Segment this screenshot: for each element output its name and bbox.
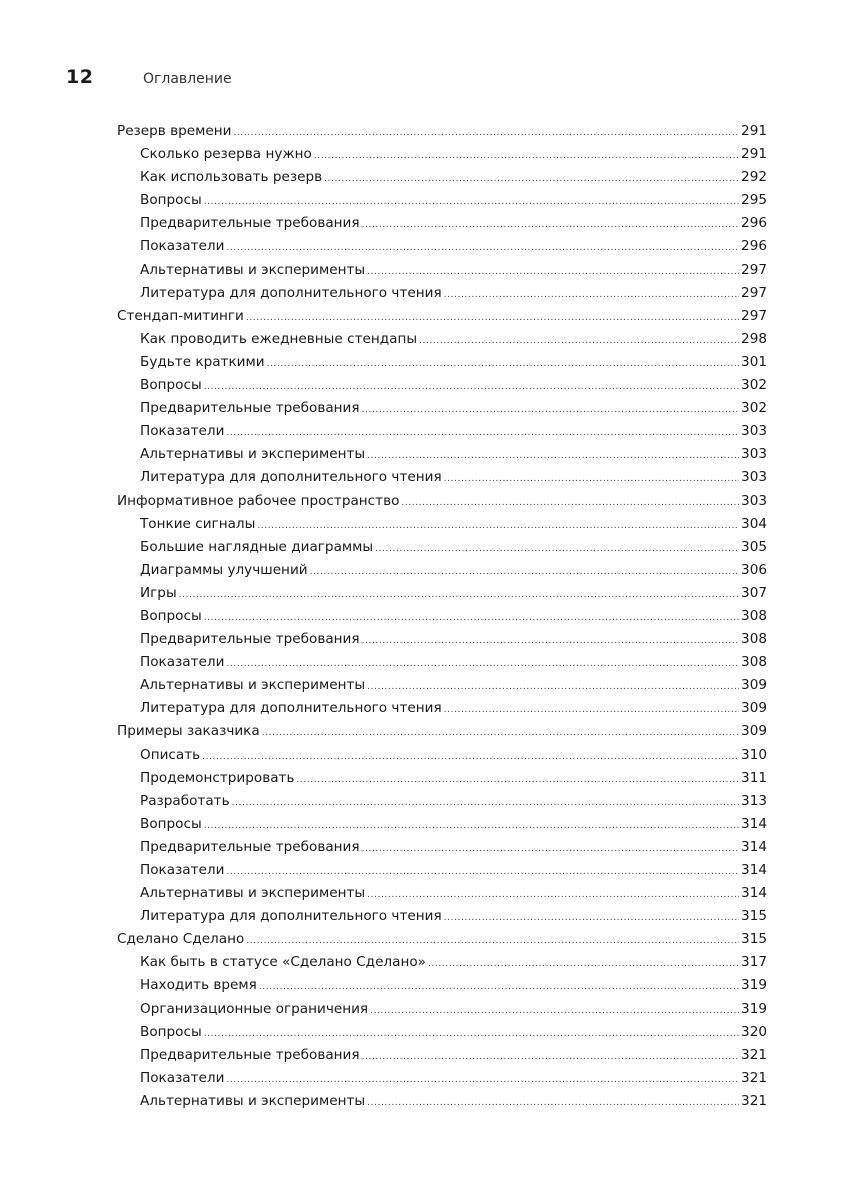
toc-entry xyxy=(117,651,767,674)
toc-entry-title: Показатели xyxy=(140,862,225,878)
toc-entry-page: 292 xyxy=(741,169,767,186)
toc-entry xyxy=(117,420,767,443)
dot-leader xyxy=(204,815,739,836)
dot-leader xyxy=(444,284,739,305)
toc-entry xyxy=(117,143,767,166)
toc-entry xyxy=(117,974,767,997)
toc-entry-title: Альтернативы и эксперименты xyxy=(140,677,366,694)
toc-entry-title: Большие наглядные диаграммы xyxy=(140,538,374,555)
toc-entry-page: 302 xyxy=(741,400,767,417)
toc-entry-title: Вопросы xyxy=(140,607,202,624)
toc-entry-title: Примеры заказчика xyxy=(117,723,260,740)
toc-entry-page: 309 xyxy=(741,677,767,694)
dot-leader xyxy=(267,353,739,374)
dot-leader xyxy=(179,584,739,605)
dot-leader xyxy=(226,1069,739,1090)
toc-entry-page: 314 xyxy=(741,815,767,832)
dot-leader xyxy=(401,492,739,513)
toc-entry-page: 314 xyxy=(741,862,767,878)
toc-entry xyxy=(117,928,767,951)
toc-entry-title: Сделано Сделано xyxy=(117,931,245,948)
toc-entry-page: 297 xyxy=(741,307,767,324)
dot-leader xyxy=(362,1046,739,1067)
toc-entry-page: 319 xyxy=(741,977,767,994)
dot-leader xyxy=(375,538,739,559)
dot-leader xyxy=(204,376,739,397)
toc-entry xyxy=(117,951,767,974)
dot-leader xyxy=(314,145,739,166)
dot-leader xyxy=(204,191,739,212)
toc-entry-title: Сколько резерва нужно xyxy=(140,146,312,163)
toc-entry xyxy=(117,1090,767,1113)
dot-leader xyxy=(246,930,739,951)
dot-leader xyxy=(367,884,739,905)
toc-entry-page: 308 xyxy=(741,631,767,648)
toc-entry xyxy=(117,813,767,836)
toc-entry xyxy=(117,1044,767,1067)
toc-entry-title: Предварительные требования xyxy=(140,215,360,232)
toc-entry-page: 303 xyxy=(741,423,767,440)
toc-entry-page: 308 xyxy=(741,654,767,671)
toc-entry xyxy=(117,351,767,374)
toc-entry-title: Как использовать резерв xyxy=(140,169,323,186)
toc-entry-page: 315 xyxy=(741,931,767,948)
toc-entry xyxy=(117,305,767,328)
toc-entry-page: 321 xyxy=(741,1069,767,1086)
dot-leader xyxy=(204,1023,739,1044)
dot-leader xyxy=(444,907,739,928)
toc-entry xyxy=(117,259,767,282)
toc-entry xyxy=(117,189,767,212)
toc-entry-title: Как быть в статусе «Сделано Сделано» xyxy=(140,954,426,971)
dot-leader xyxy=(362,399,739,420)
dot-leader xyxy=(296,769,739,790)
running-header xyxy=(66,66,232,88)
dot-leader xyxy=(226,422,739,443)
toc-entry xyxy=(117,582,767,605)
toc-entry xyxy=(117,235,767,258)
toc-entry-page: 302 xyxy=(741,377,767,394)
toc-entry-page: 317 xyxy=(741,954,767,971)
dot-leader xyxy=(444,699,739,720)
toc-entry xyxy=(117,1067,767,1090)
toc-entry-title: Находить время xyxy=(140,977,257,994)
toc-entry-page: 309 xyxy=(741,700,767,717)
toc-entry-page: 303 xyxy=(741,469,767,486)
dot-leader xyxy=(257,515,739,536)
toc-entry-page: 295 xyxy=(741,192,767,209)
toc-entry xyxy=(117,605,767,628)
toc-entry-title: Предварительные требования xyxy=(140,838,360,855)
toc-entry xyxy=(117,443,767,466)
toc-entry-title: Предварительные требования xyxy=(140,631,360,648)
running-title: Оглавление xyxy=(143,71,232,87)
toc-entry-page: 307 xyxy=(741,584,767,601)
toc-entry-page: 315 xyxy=(741,908,767,925)
dot-leader xyxy=(367,1092,739,1113)
toc-entry-page: 298 xyxy=(741,330,767,347)
toc-entry-page: 321 xyxy=(741,1046,767,1063)
toc-entry xyxy=(117,328,767,351)
toc-entry-page: 320 xyxy=(741,1023,767,1040)
toc-entry-title: Разработать xyxy=(140,792,230,809)
toc-entry-page: 291 xyxy=(741,123,767,139)
toc-entry-title: Литература для дополнительного чтения xyxy=(140,700,442,717)
toc-entry-page: 314 xyxy=(741,885,767,902)
page-number: 12 xyxy=(66,66,94,88)
toc-entry-title: Продемонстрировать xyxy=(140,769,295,786)
dot-leader xyxy=(428,953,739,974)
dot-leader xyxy=(226,653,739,674)
toc-entry-page: 297 xyxy=(741,261,767,278)
toc-entry-title: Как проводить ежедневные стендапы xyxy=(140,330,418,347)
toc-entry-page: 311 xyxy=(741,769,767,786)
dot-leader xyxy=(226,861,739,882)
toc-entry xyxy=(117,836,767,859)
toc-entry-title: Организационные ограничения xyxy=(140,1000,369,1017)
dot-leader xyxy=(204,607,739,628)
dot-leader xyxy=(233,122,739,143)
dot-leader xyxy=(324,168,739,189)
toc-entry-title: Показатели xyxy=(140,423,225,440)
toc-entry-title: Будьте краткими xyxy=(140,353,265,370)
dot-leader xyxy=(367,261,739,282)
toc-entry-title: Описать xyxy=(140,746,201,763)
toc-entry-page: 310 xyxy=(741,746,767,763)
toc-entry xyxy=(117,859,767,882)
toc-entry xyxy=(117,559,767,582)
toc-entry-title: Стендап-митинги xyxy=(117,307,244,324)
toc-entry xyxy=(117,374,767,397)
toc-entry xyxy=(117,882,767,905)
dot-leader xyxy=(362,630,739,651)
toc-entry xyxy=(117,744,767,767)
toc-entry xyxy=(117,282,767,305)
toc-entry-title: Литература для дополнительного чтения xyxy=(140,469,442,486)
toc-entry-page: 303 xyxy=(741,446,767,463)
toc-entry-title: Литература для дополнительного чтения xyxy=(140,908,442,925)
toc-entry-title: Предварительные требования xyxy=(140,400,360,417)
toc-entry xyxy=(117,212,767,235)
dot-leader xyxy=(246,307,739,328)
toc-entry-page: 319 xyxy=(741,1000,767,1017)
dot-leader xyxy=(310,561,739,582)
toc-entry xyxy=(117,397,767,420)
toc-entry xyxy=(117,790,767,813)
toc-entry-page: 305 xyxy=(741,538,767,555)
toc-entry xyxy=(117,720,767,743)
table-of-contents xyxy=(117,120,767,1113)
toc-entry-title: Альтернативы и эксперименты xyxy=(140,261,366,278)
toc-entry-title: Вопросы xyxy=(140,377,202,394)
dot-leader xyxy=(202,746,739,767)
toc-entry xyxy=(117,905,767,928)
toc-entry xyxy=(117,166,767,189)
toc-entry-title: Вопросы xyxy=(140,1023,202,1040)
toc-entry xyxy=(117,1021,767,1044)
toc-entry-title: Информативное рабочее пространство xyxy=(117,492,400,509)
toc-entry xyxy=(117,674,767,697)
dot-leader xyxy=(259,976,739,997)
toc-entry-title: Показатели xyxy=(140,654,225,671)
toc-entry-title: Альтернативы и эксперименты xyxy=(140,1092,366,1109)
toc-entry-page: 304 xyxy=(741,515,767,532)
toc-entry xyxy=(117,490,767,513)
toc-entry xyxy=(117,998,767,1021)
toc-entry-title: Игры xyxy=(140,584,177,601)
toc-entry-title: Тонкие сигналы xyxy=(140,515,256,532)
toc-entry-page: 306 xyxy=(741,561,767,578)
toc-entry-title: Вопросы xyxy=(140,192,202,209)
dot-leader xyxy=(444,468,739,489)
toc-entry xyxy=(117,513,767,536)
toc-entry-page: 309 xyxy=(741,723,767,740)
dot-leader xyxy=(232,792,739,813)
toc-entry-page: 313 xyxy=(741,792,767,809)
dot-leader xyxy=(362,838,739,859)
toc-entry-page: 291 xyxy=(741,146,767,163)
toc-entry-title: Показатели xyxy=(140,1069,225,1086)
dot-leader xyxy=(362,214,739,235)
dot-leader xyxy=(370,1000,739,1021)
toc-entry xyxy=(117,120,767,143)
toc-entry-page: 296 xyxy=(741,215,767,232)
dot-leader xyxy=(226,237,739,258)
dot-leader xyxy=(419,330,739,351)
toc-entry-title: Литература для дополнительного чтения xyxy=(140,284,442,301)
toc-entry-title: Резерв времени xyxy=(117,123,232,139)
toc-entry-page: 297 xyxy=(741,284,767,301)
toc-entry-title: Вопросы xyxy=(140,815,202,832)
toc-entry-title: Показатели xyxy=(140,238,225,255)
toc-entry xyxy=(117,697,767,720)
dot-leader xyxy=(367,445,739,466)
toc-entry-page: 321 xyxy=(741,1092,767,1109)
toc-entry-page: 296 xyxy=(741,238,767,255)
toc-entry xyxy=(117,536,767,559)
toc-entry-title: Предварительные требования xyxy=(140,1046,360,1063)
toc-entry-title: Альтернативы и эксперименты xyxy=(140,885,366,902)
dot-leader xyxy=(262,722,739,743)
toc-entry-page: 314 xyxy=(741,838,767,855)
toc-entry xyxy=(117,767,767,790)
toc-entry-page: 301 xyxy=(741,353,767,370)
toc-entry-title: Альтернативы и эксперименты xyxy=(140,446,366,463)
toc-entry-title: Диаграммы улучшений xyxy=(140,561,308,578)
toc-entry xyxy=(117,466,767,489)
toc-entry-page: 303 xyxy=(741,492,767,509)
dot-leader xyxy=(367,676,739,697)
toc-entry xyxy=(117,628,767,651)
toc-entry-page: 308 xyxy=(741,607,767,624)
